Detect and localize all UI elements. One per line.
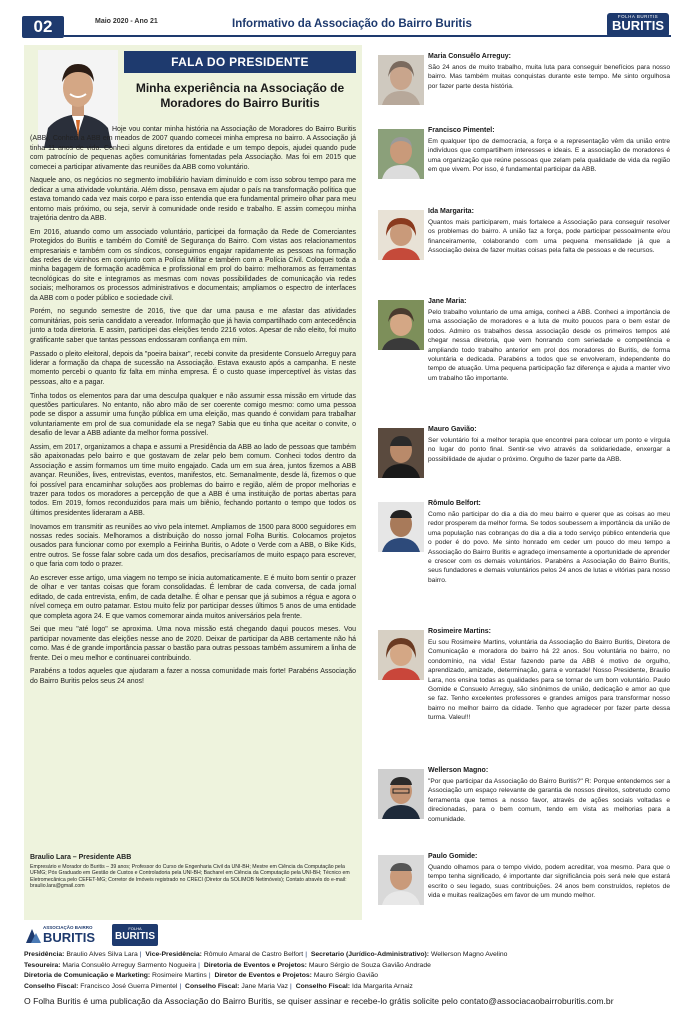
- article-paragraph: Em 2016, atuando como um associado voluntário, participei da formação da Rede de Comerciantes Protegidos do Buritis e também do Comitê de Segurança do Bairro. Com vistas aos relacionamentos empresariais e também com os síndicos, conseguimos engajar rapidamente as pessoas na formação das redes de vizinhos em conjunto com a Polícia Militar e também com a Polícia Civil. Coloquei toda a minha bagagem de formação acadêmica e profissional em prol do bairro: melhoramos as ferramentas tecnológicas do site e integramos as mesmas com novas possibilidades de comunicação via redes sociais; melhoramos os processos administrativos e documentais; ampliamos o espectro de interfaces da ABB com o poder público e sociedade civil.: [30, 228, 356, 302]
- credit-value: Francisco José Guerra Pimentel: [80, 982, 178, 990]
- testimonial-text: Em qualquer tipo de democracia, a força e a representação vêm da união entre indivíduos que compartilhem interesses e ideais. E a associação de moradores é uma organização que reúne pessoas que zelam pela qualidade de vida da região em que vivem. Por isso, é fundamental participar da ABB.: [428, 138, 670, 174]
- article-paragraph: Inovamos em transmitir as reuniões ao vivo pela internet. Ampliamos de 1500 para 8000 seguidores em nossas redes sociais. Melhoramos a distribuição do nosso jornal Folha Buritis. Colocamos projetos ousados para funcionar como por exemplo a Feirinha Buritis, o Adote o Verde com a ABB, o Bike Kids, entre outros. Se fosse falar sobre cada um dos desafios, precisaríamos de muito espaço para escrever, o que faria com todo o prazer.: [30, 523, 356, 569]
- section-banner: FALA DO PRESIDENTE: [124, 51, 356, 73]
- credit-label: Conselho Fiscal:: [185, 982, 240, 990]
- volunteer-photo: [378, 55, 424, 105]
- credits-row: Conselho Fiscal: Francisco José Guerra Pimentel | Conselho Fiscal: Jane Maria Vaz | Conselho Fiscal: Ida Margarita Arnaiz: [24, 982, 413, 990]
- testimonial-name: Maria Consuêlo Arreguy:: [428, 53, 511, 60]
- page-number: 02: [22, 16, 64, 38]
- testimonial-text: Eu sou Rosimeire Martins, voluntária da Associação do Bairro Buritis, Diretora de Comunicação e moradora do bairro há 22 anos. Sou voluntária no bairro, no condomínio, na vida! Estar fazendo parte da ABB é motivo de orgulho, aprendizado, amizade, determinação, garra e vontade! Nosso Presidente, Braulio Lara, nos ensina todas as qualidades para se tornar de um bom voluntário. Paulo Gomide e Consuelo Arreguy, são sinônimos de união, dedicação e amor ao que se faz. Tenho excelentes professores e grandes amigos para transformar nosso bairro no melhor bairro da cidade. Tenho que agradecer por fazer parte dessa turma. Valeu!!!: [428, 639, 670, 722]
- article-paragraph: Sei que meu "até logo" se aproxima. Uma nova missão está chegando daqui poucos meses. Vou participar novamente das eleições nesse ano de 2020. Deixar de participar da ABB certamente não há como. Mas é de grande importância passar o bastão para outras pessoas também assumirem a linha de frente. Dei o meu melhor e continuarei contribuindo.: [30, 626, 356, 662]
- testimonial-text: Quantos mais participarem, mais fortalece a Associação para conseguir resolver os problemas do bairro. A união faz a força, pode participar pessoalmente e/ou financeiramente, colaborando com uma pequena mensalidade já que a Associação deixa de fazer muitas coisas pela falta de pessoas e de recursos.: [428, 219, 670, 255]
- credit-label: Conselho Fiscal:: [295, 982, 351, 990]
- testimonial-item: [370, 853, 670, 923]
- credit-label: Tesoureira:: [24, 961, 61, 969]
- credit-value: Mauro Sérgio de Souza Gavião Andrade: [308, 961, 431, 969]
- volunteer-photo: [378, 502, 424, 552]
- credit-value: Wellerson Magno Avelino: [430, 951, 508, 958]
- associacao-logo-small: ASSOCIAÇÃO BAIRRO: [43, 925, 93, 930]
- folha-logo-small: FOLHA: [128, 926, 142, 931]
- credit-value: Braulio Alves Silva Lara: [66, 951, 138, 958]
- testimonial-item: [370, 767, 670, 847]
- testimonial-name: Paulo Gomide:: [428, 853, 478, 860]
- author-bio: Empresário e Morador do Buritis – 39 anos; Professor do Curso de Engenharia Civil da UNI-BH; Mestre em Ciência da Computação pela UFMG; Pós Graduado em Gestão de Custos e Controladoria pela UNI-BH; Bacharel em Ciência da Computação pela UNI-BH; Técnico em Eletromecânica pelo CEFET-MG; Corretor de Imóveis registrado no CRECI (Diretor da SOLIMOB Netimóveis); Contato através do e-mail: braulio.lara@gmail.com: [30, 863, 350, 890]
- folha-logo: [112, 924, 158, 946]
- board-credits: [24, 950, 674, 992]
- volunteer-photo: [378, 630, 424, 680]
- article-paragraph: Parabéns a todos aqueles que ajudaram a fazer a nossa comunidade mais forte! Parabéns Associação do Bairro Buritis pelos seus 24 anos!: [30, 668, 356, 685]
- page-header: [0, 0, 691, 38]
- testimonial-item: [370, 628, 670, 758]
- credits-row: Presidência: Braulio Alves Silva Lara | Vice-Presidência: Rômulo Amaral de Castro Belfort | Secretario (Jurídico-Administrativo): Wellerson Magno Avelino: [24, 951, 508, 958]
- headline-line-1: Minha experiência na Associação de: [135, 81, 345, 95]
- associacao-logo-big: BURITIS: [43, 930, 95, 945]
- testimonials-column: [370, 45, 670, 920]
- testimonial-item: [370, 53, 670, 128]
- article-headline: [124, 81, 356, 111]
- president-article: [24, 45, 362, 920]
- testimonial-name: Ida Margarita:: [428, 208, 474, 215]
- article-paragraph: Ao escrever esse artigo, uma viagem no tempo se inicia automaticamente. E é muito bom sentir o prazer de olhar e ver tantas coisas que foram consolidadas. É lembrar de cada conversa, de cada jornal editado, de cada entrevista, enfim, de cada detalhe. É olhar e pensar que já subimos a régua e agora o nível começa em outro patamar. Estou muito feliz por participar desses últimos 5 anos de uma entidade que completa agora 24. E que vamos comemorar ainda muitos aniversários pela frente.: [30, 575, 356, 620]
- volunteer-photo: [378, 210, 424, 260]
- article-body: [30, 125, 356, 691]
- volunteer-photo: [378, 428, 424, 478]
- credit-label: Conselho Fiscal:: [24, 982, 79, 990]
- publication-title: Informativo da Associação do Bairro Buritis: [232, 18, 472, 30]
- testimonial-item: [370, 208, 670, 288]
- testimonial-text: "Por que participar da Associação do Bairro Buritis?" R: Porque entendemos ser a Associação um espaço relevante de garantia de nossos direitos, sobretudo como ferramenta que temos a nosso favor, através de ações sociais voltadas e direcionadas, para o bem comum, tendo em vista as melhorias para a comunidade.: [428, 778, 670, 823]
- volunteer-photo: [378, 769, 424, 819]
- article-paragraph: Porém, no segundo semestre de 2016, tive que dar uma pausa e me afastar das atividades comunitárias, pois seria candidato a vereador. Informação que já havia compartilhado com antecedência junto a toda diretoria. E assim, participei das eleições tendo 2216 votos. Apesar de não eleito, foi muito gratificante saber que tantas pessoas endossaram confiança em mim.: [30, 308, 356, 344]
- testimonial-name: Mauro Gavião:: [428, 426, 477, 433]
- testimonial-text: São 24 anos de muito trabalho, muita luta para conseguir benefícios para nosso bairro. Mas também muitas conquistas durante este tempo. Me sinto orgulhosa por fazer parte desta história.: [428, 64, 670, 90]
- testimonial-item: [370, 127, 670, 207]
- article-paragraph: Hoje vou contar minha história na Associação de Moradores do Bairro Buritis (ABB). Conheci a ABB em meados de 2007 quando comecei minha empresa no bairro. A Associação já tinha 11 anos de vida. Conheci alguns diretores da entidade e um tempo depois, ajudei quando pude com patrocínio de pequenas ações comunitárias fomentadas pela Associação. Mas foi em 2015 que comecei a participar ativamente das reuniões da ABB como voluntário.: [30, 126, 356, 171]
- credit-label: Presidência:: [24, 951, 65, 958]
- testimonial-name: Jane Maria:: [428, 298, 467, 305]
- credit-value: Maria Consuêlo Arreguy Sarmento Nogueira: [62, 961, 197, 969]
- credit-label: Diretor de Eventos e Projetos:: [214, 972, 312, 980]
- folha-logo-big: BURITIS: [115, 931, 155, 942]
- credit-value: Ida Margarita Arnaiz: [351, 982, 413, 990]
- testimonial-item: [370, 298, 670, 428]
- logo-small-text: FOLHA BURITIS: [617, 14, 659, 19]
- credit-label: Secretario (Jurídico-Administrativo):: [310, 951, 430, 958]
- headline-line-2: Moradores do Bairro Buritis: [160, 96, 320, 110]
- credit-value: Jane Maria Vaz: [241, 982, 289, 990]
- testimonial-name: Wellerson Magno:: [428, 767, 489, 774]
- testimonial-name: Rosimeire Martins:: [428, 628, 492, 635]
- credit-value: Mauro Sérgio Gavião: [313, 972, 379, 980]
- header-rule: [64, 35, 671, 37]
- credit-label: Vice-Presidência:: [145, 951, 202, 958]
- logo-big-text: BURITIS: [612, 18, 664, 33]
- volunteer-photo: [378, 129, 424, 179]
- credits-row: Tesoureira: Maria Consuêlo Arreguy Sarmento Nogueira | Diretoria de Eventos e Projetos: Mauro Sérgio de Souza Gavião Andrade: [24, 961, 431, 969]
- testimonial-text: Ser voluntário foi a melhor terapia que encontrei para colocar um ponto e vírgula no lugar do ponto final. Sentir-se vivo através da solidariedade, enxergar a possibilidade de ajudar o próximo. Orgulho de fazer parte da ABB.: [428, 437, 670, 463]
- testimonial-text: Como não participar do dia a dia do meu bairro e querer que as coisas ao meu redor prosperem da melhor forma. Se todos soubessem a importância da união de uma população nas cobranças do dia a dia a todo serviço público entenderia que o poder é do povo. Me sinto honrado em ceder um pouco do meu tempo a Associação do Bairro Buritis e agradeço imensamente a oportunidade de aprender e crescer com os demais voluntários. Parabéns a Associação do Bairro Buritis, seus fundadores e demais voluntários pelos 24 anos de lutas e vitórias para nosso bairro.: [428, 511, 670, 584]
- credits-row: Diretoria de Comunicação e Marketing: Rosimeire Martins | Diretor de Eventos e Projetos: Mauro Sérgio Gavião: [24, 972, 379, 980]
- credit-value: Rosimeire Martins: [152, 972, 207, 980]
- credit-label: Diretoria de Eventos e Projetos:: [203, 961, 307, 969]
- author-signature: [30, 855, 356, 890]
- issue-date: Maio 2020 - Ano 21: [95, 18, 158, 25]
- testimonial-text: Quando olhamos para o tempo vivido, podem acreditar, voa mesmo. Para que o tempo tenha significado, é importante dar significância pois será nele que estará escrito o seu legado, suas contribuições. 24 anos bem construídos, repletos de vida e muitas realizações em favor de um mundo melhor.: [428, 864, 670, 900]
- volunteer-photo: [378, 300, 424, 350]
- associacao-logo: [24, 925, 106, 945]
- testimonial-text: Pelo trabalho voluntario de uma amiga, conheci a ABB. Conheci a importância de uma associação de moradores e a luta de muito poucos para o bem estar de todos. Admiro os trabalhos dessa associação desde os primeiros tempos até chegar nessa diretoria, que vem honrando com seriedade e competência e ampliando todo trabalho anterior em prol dos moradores do Buritis, de forma voluntária e dedicada. Parabéns a todos que se envolveram, independente do tempo de atuação. Uma pequena participação faz diferença e ajuda a manter vivo um trabalho tão importante.: [428, 309, 670, 382]
- author-name: Braulio Lara – Presidente ABB: [30, 854, 132, 861]
- testimonial-item: [370, 426, 670, 496]
- article-paragraph: Assim, em 2017, organizamos a chapa e assumi a Presidência da ABB ao lado de pessoas que também são apaixonadas pelo bairro e que gostavam de zelar pelo bem comum. Conheci todos dentro da Associação e assim formamos um time muito engajado. Cada um em sua área, juntos fizemos a ABB avançar. Reuniões, lives, entrevistas, eventos, manifestos, etc. Semanalmente, desde lá, fizemos o que foi possível para encaminhar soluções aos problemas do bairro e região, além de propor melhorias e trazer para todos os moradores a percepção de que a ABB é uma instituição de portas abertas para todos. Em 2019, fomos reconduzidos para mais um biênio, fechando portanto o tempo que todos os últimos presidentes lideraram a ABB.: [30, 443, 356, 517]
- credit-label: Diretoria de Comunicação e Marketing:: [24, 972, 151, 980]
- testimonial-name: Francisco Pimentel:: [428, 127, 495, 134]
- article-paragraph: Naquele ano, os negócios no segmento imobiliário haviam diminuído e com isso sobrou tempo para me dedicar a uma atividade voluntária. Além disso, pensava em ajudar o país na transformação política que estava tomando cada vez mais corpo e para isso entendia que era fundamental primeiro olhar para meu entorno mais próximo, ou seja, servir à comunidade onde resido e trabalho. E assim começou minha trajetória dentro da ABB.: [30, 177, 356, 223]
- credit-value: Rômulo Amaral de Castro Belfort: [203, 951, 304, 958]
- subscription-note: O Folha Buritis é uma publicação da Associação do Bairro Buritis, se quiser assinar e recebe-lo grátis solicite pelo contato@associacaobairroburitis.com.br: [24, 996, 614, 1006]
- volunteer-photo: [378, 855, 424, 905]
- article-paragraph: Passado o pleito eleitoral, depois da "poeira baixar", recebi convite da presidente Consuelo Arreguy para liderar a formação da chapa de sucessão na Associação. Estava exausto após a campanha. E neste momento percebi o quanto fiz falta em minha empresa. É o custo quase imperceptível às vistas das pessoas, alto e a pagar.: [30, 350, 356, 386]
- article-paragraph: Tinha todos os elementos para dar uma desculpa qualquer e não assumir essa missão em virtude das questões particulares. No entanto, não abro mão de ser coerente comigo mesmo: como uma pessoa pode se dispor a assumir uma função pública em uma eleição, mas quando é convidam para trabalhar voluntariamente em prol de sua comunidade ela se nega? Sabia que eu tinha que aceitar o convite, o desafio de levar a ABB adiante da melhor forma possível.: [30, 392, 356, 438]
- testimonial-name: Rômulo Belfort:: [428, 500, 481, 507]
- folha-buritis-logo: [607, 13, 669, 37]
- testimonial-item: [370, 500, 670, 630]
